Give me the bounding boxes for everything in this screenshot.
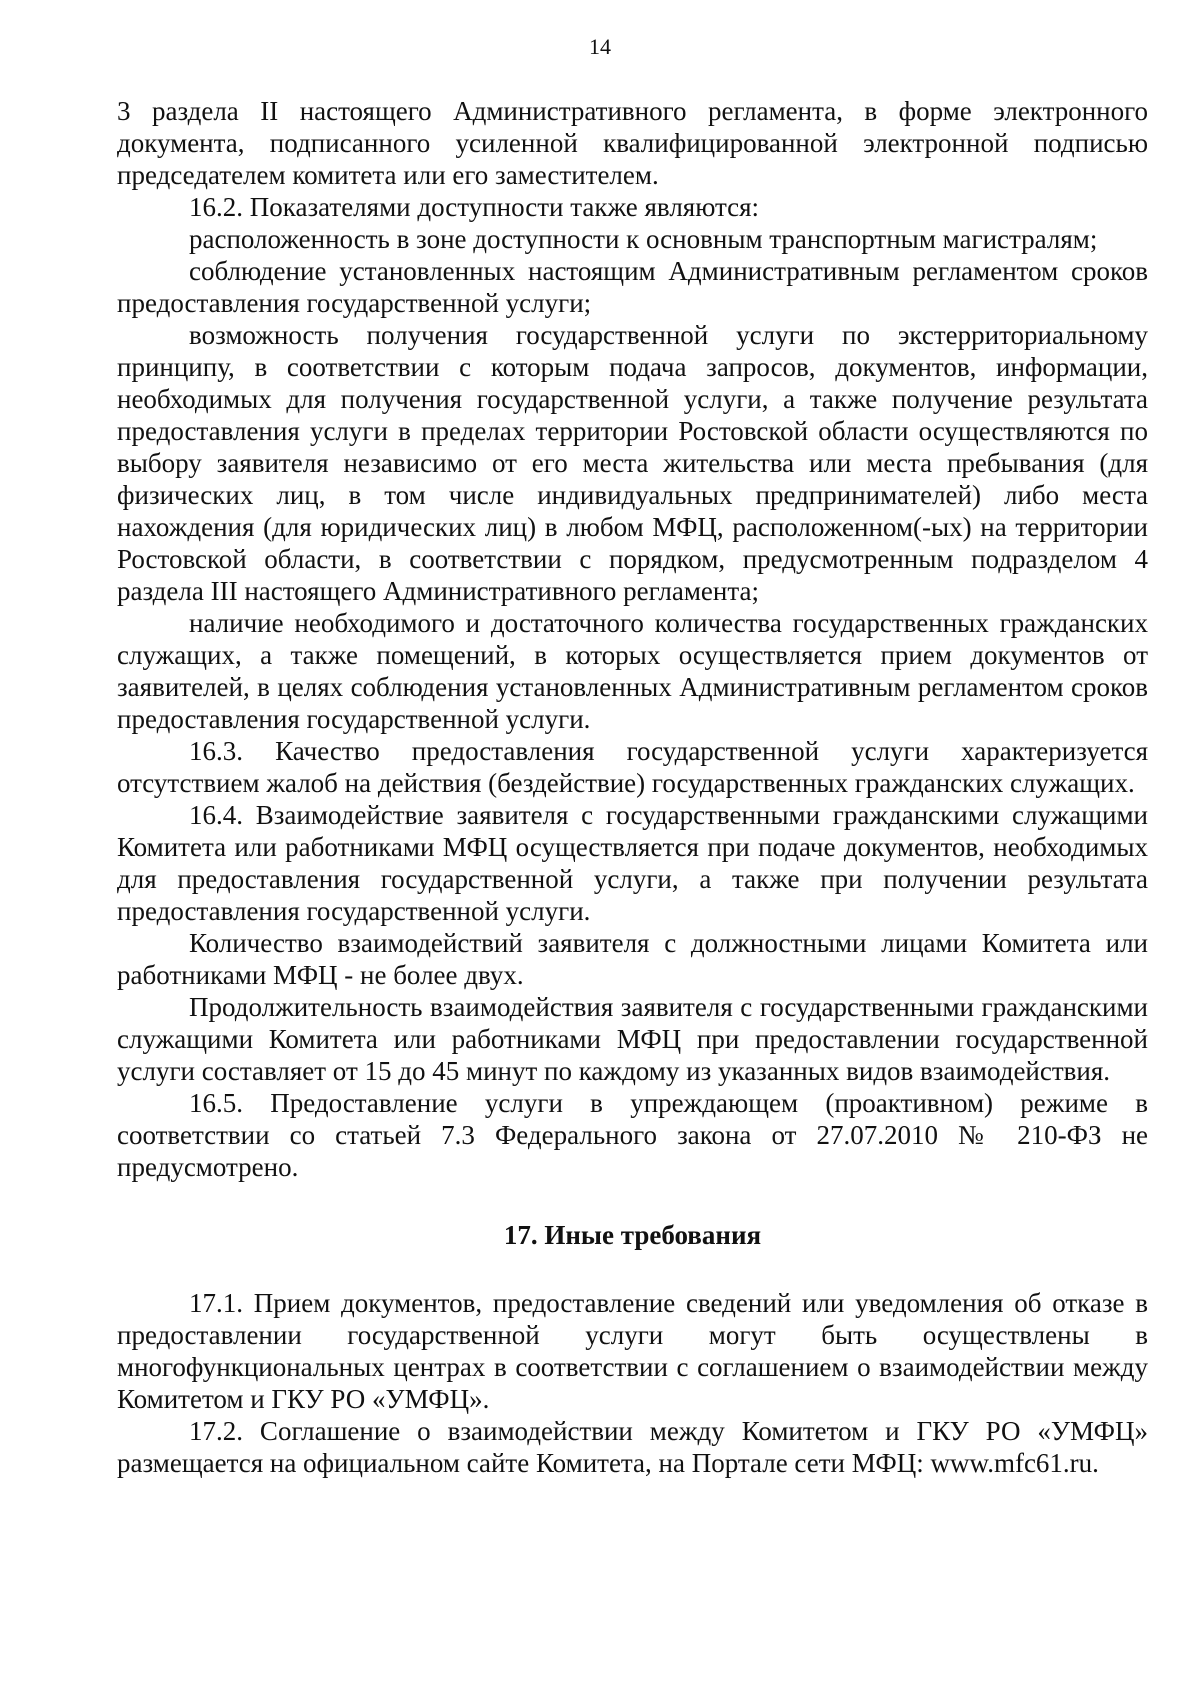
paragraph: Количество взаимодействий заявителя с должностными лицами Комитета или работниками МФЦ - не более двух.	[117, 928, 1148, 990]
paragraph: расположенность в зоне доступности к основным транспортным магистралям;	[189, 224, 1098, 254]
paragraphs-after-heading	[117, 1287, 1148, 1479]
paragraph: 16.4. Взаимодействие заявителя с государственными гражданскими служащими Комитета или работниками МФЦ осуществляется при подаче документов, необходимых для предоставления государственной услуги, а также при получении результата предоставления государственной услуги.	[117, 800, 1148, 926]
paragraph: 3 раздела II настоящего Административного регламента, в форме электронного документа, подписанного усиленной квалифицированной электронной подписью председателем комитета или его заместителем.	[117, 96, 1148, 190]
paragraphs-before-heading	[117, 95, 1148, 1183]
spacer	[117, 1251, 1148, 1287]
paragraph: возможность получения государственной услуги по экстерриториальному принципу, в соответствии с которым подача запросов, документов, информации, необходимых для получения государственной услуги, а также получение результата предоставления услуги в пределах территории Ростовской области осуществляются по выбору заявителя независимо от его места жительства или места пребывания (для физических лиц, в том числе индивидуальных предпринимателей) либо места нахождения (для юридических лиц) в любом МФЦ, расположенном(-ых) на территории Ростовской области, в соответствии с порядком, предусмотренным подразделом 4 раздела III настоящего Административного регламента;	[117, 320, 1148, 606]
paragraph: 16.3. Качество предоставления государственной услуги характеризуется отсутствием жалоб на действия (бездействие) государственных гражданских служащих.	[117, 736, 1148, 798]
paragraph: наличие необходимого и достаточного количества государственных гражданских служащих, а также помещений, в которых осуществляется прием документов от заявителей, в целях соблюдения установленных Административным регламентом сроков предоставления государственной услуги.	[117, 608, 1148, 734]
paragraph: 16.2. Показателями доступности также являются:	[189, 192, 760, 222]
section-heading: 17. Иные требования	[503, 1220, 762, 1250]
spacer	[117, 1183, 1148, 1219]
document-body	[117, 95, 1148, 1479]
paragraph: 16.5. Предоставление услуги в упреждающем (проактивном) режиме в соответствии со статьей 7.3 Федерального закона от 27.07.2010 № 210-ФЗ не предусмотрено.	[117, 1088, 1148, 1182]
paragraph: соблюдение установленных настоящим Административным регламентом сроков предоставления государственной услуги;	[117, 256, 1148, 318]
paragraph: 17.2. Соглашение о взаимодействии между Комитетом и ГКУ РО «УМФЦ» размещается на официальном сайте Комитета, на Портале сети МФЦ: www.mfc61.ru.	[117, 1416, 1148, 1478]
paragraph: Продолжительность взаимодействия заявителя с государственными гражданскими служащими Комитета или работниками МФЦ при предоставлении государственной услуги составляет от 15 до 45 минут по каждому из указанных видов взаимодействия.	[117, 992, 1148, 1086]
page-number: 14	[589, 34, 611, 59]
paragraph: 17.1. Прием документов, предоставление сведений или уведомления об отказе в предоставлении государственной услуги могут быть осуществлены в многофункциональных центрах в соответствии с соглашением о взаимодействии между Комитетом и ГКУ РО «УМФЦ».	[117, 1288, 1148, 1414]
